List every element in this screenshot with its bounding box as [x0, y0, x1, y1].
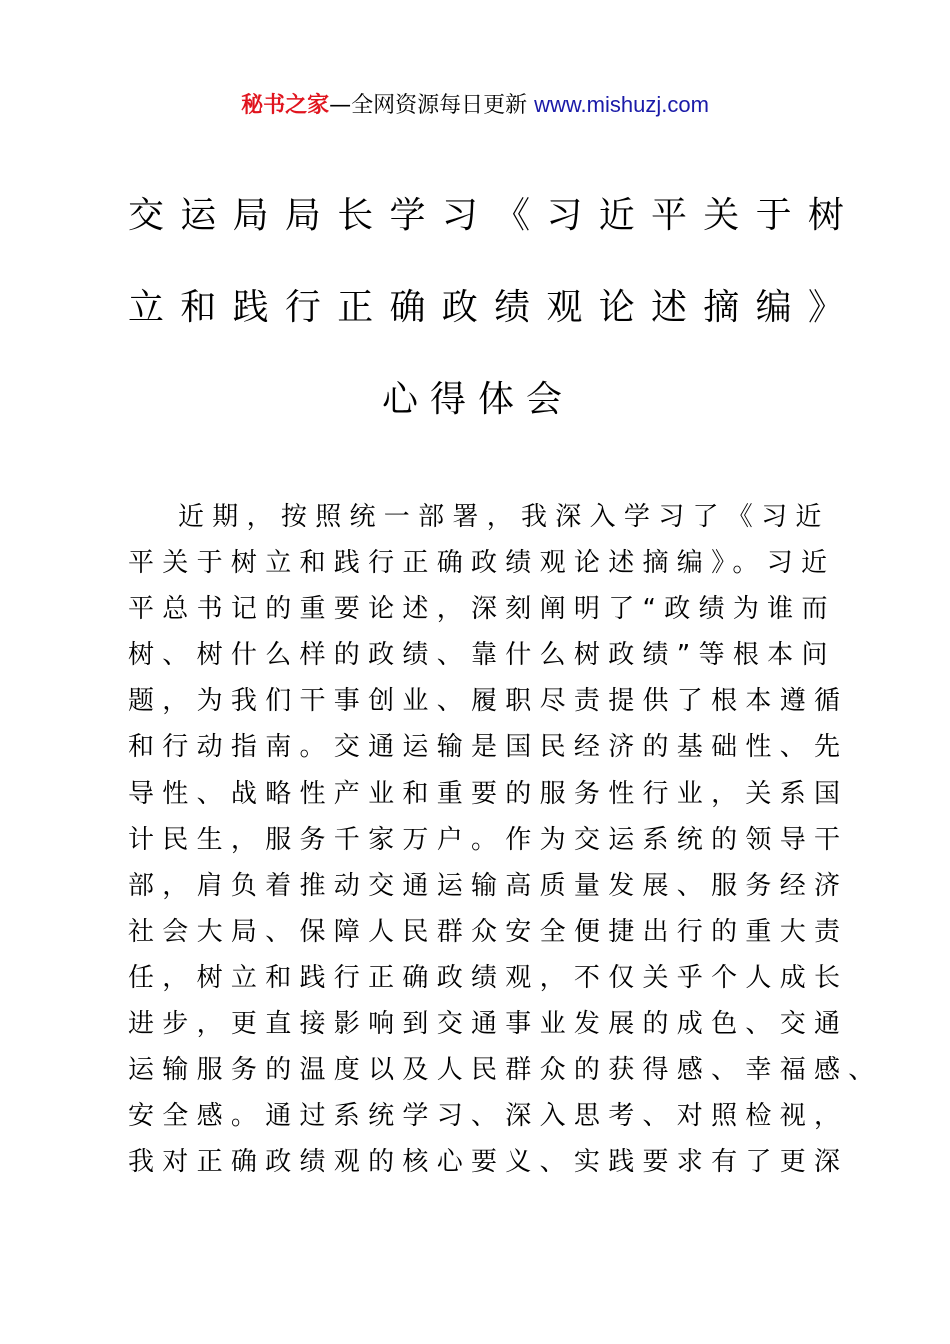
body-paragraph: [128, 497, 883, 1188]
banner-tagline: —全网资源每日更新: [329, 93, 535, 118]
body-line: 我对正确政绩观的核心要义、实践要求有了更深: [128, 1147, 849, 1178]
title-line-1: 交运局局长学习《习近平关于树: [128, 195, 861, 236]
title-line-3: 心得体会: [381, 379, 574, 420]
body-line: 题，为我们干事创业、履职尽责提供了根本遵循: [128, 686, 849, 717]
body-line: 树、树什么样的政绩、靠什么树政绩”等根本问: [128, 640, 836, 671]
body-line: 安全感。通过系统学习、深入思考、对照检视，: [128, 1101, 849, 1132]
document-title: [128, 190, 861, 466]
body-line: 部，肩负着推动交通运输高质量发展、服务经济: [128, 870, 849, 901]
site-url[interactable]: www.mishuzj.com: [534, 92, 709, 117]
site-banner: [0, 90, 950, 121]
body-line: 平总书记的重要论述，深刻阐明了“政绩为谁而: [128, 594, 836, 625]
title-line-2: 立和践行正确政绩观论述摘编》: [128, 287, 861, 328]
body-line: 平关于树立和践行正确政绩观论述摘编》。习近: [128, 548, 836, 579]
body-line: 计民生，服务千家万户。作为交运系统的领导干: [128, 824, 849, 855]
body-line: 任，树立和践行正确政绩观，不仅关乎个人成长: [128, 962, 849, 993]
body-line: 导性、战略性产业和重要的服务性行业，关系国: [128, 778, 849, 809]
brand-name: 秘书之家: [241, 93, 330, 118]
body-line: 进步，更直接影响到交通事业发展的成色、交通: [128, 1009, 849, 1040]
body-line: 社会大局、保障人民群众安全便捷出行的重大责: [128, 916, 849, 947]
body-line: 近期，按照统一部署，我深入学习了《习近: [178, 502, 830, 532]
body-line: 运输服务的温度以及人民群众的获得感、幸福感、: [128, 1055, 883, 1086]
body-line: 和行动指南。交通运输是国民经济的基础性、先: [128, 732, 849, 763]
